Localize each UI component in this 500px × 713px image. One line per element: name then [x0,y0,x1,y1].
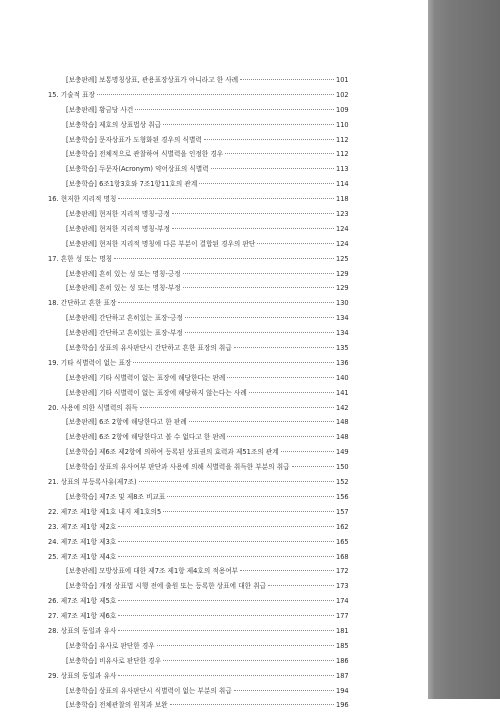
toc-entry-title: 28. 상표의 동일과 유사 [48,626,117,635]
toc-entry [48,252,348,267]
toc-page-number: 101 [336,76,349,84]
toc-dot-leader [292,466,334,467]
toc-entry-title: 25. 제7조 제1항 제4호 [48,552,117,561]
toc-entry-title: [보충판례] 현저한 지리적 명칭-부정 [66,224,170,233]
toc-page-number: 152 [336,478,349,487]
toc-entry-title: 29. 상표의 동일과 유사 [48,671,117,680]
toc-entry-title: [보충판례] 6조 2항에 해당한다고 볼 수 없다고 한 판례 [66,433,226,442]
toc-subentry [48,386,348,401]
toc-dot-leader [170,704,334,705]
toc-entry-title: [보충학습] 두문자(Acronym) 약어상표의 식별력 [66,165,209,174]
toc-dot-leader [163,124,334,125]
toc-page-number: 165 [336,537,349,546]
toc-entry-title: [보충학습] 비유사로 판단한 경우 [66,656,162,665]
toc-page-number: 112 [336,150,349,159]
toc-page-number: 168 [336,552,349,561]
toc-page-number: 125 [336,254,349,263]
toc-page-number: 124 [336,224,349,233]
toc-subentry [48,118,348,133]
toc-entry-title: [보충판례] 흔히 있는 성 또는 명칭-긍정 [66,269,181,278]
toc-page-number: 135 [336,344,349,353]
toc-subentry [48,639,348,654]
toc-page-number: 112 [336,135,349,144]
toc-entry-title: 19. 기타 식별력이 없는 표장 [48,358,132,367]
toc-dot-leader [97,94,334,95]
toc-entry-title: [보충판례] 기타 식별력이 없는 표장에 해당한다는 판례 [66,373,226,382]
toc-dot-leader [240,570,334,571]
toc-entry [48,296,348,311]
toc-entry [48,401,348,416]
toc-dot-leader [133,362,334,363]
toc-page-number: 118 [336,195,349,204]
toc-dot-leader [172,213,334,214]
toc-dot-leader [157,645,334,646]
toc-entry [48,356,348,371]
toc-entry-title: [보충학습] 제7조 및 제8조 비교표 [66,492,166,501]
toc-entry-title: [보충학습] 문자상표가 도형화된 경우의 식별력 [66,135,202,144]
toc-dot-leader [240,79,334,80]
toc-dot-leader [189,421,334,422]
toc-entry-title: [보충판례] 황금당 사건 [66,105,134,114]
toc-page-number: 177 [336,612,349,621]
toc-dot-leader [118,600,334,601]
toc-entry-title: [보충판례] 간단하고 흔히있는 표장-긍정 [66,314,183,323]
toc-subentry [48,207,348,222]
toc-page-number: 140 [336,373,349,382]
toc-subentry [48,579,348,594]
toc-dot-leader [211,168,334,169]
toc-page-number: 162 [336,522,349,531]
toc-dot-leader [185,317,334,318]
toc-dot-leader [163,660,334,661]
toc-page-number: 150 [336,463,349,472]
toc-page-number: 194 [336,686,349,695]
toc-dot-leader [268,585,334,586]
toc-entry-title: 15. 기술적 표장 [48,90,96,99]
toc-subentry [48,490,348,505]
toc-dot-leader [234,347,334,348]
toc-page-number: 129 [336,269,349,278]
toc-dot-leader [135,109,334,110]
toc-entry-title: 23. 제7조 제1항 제2호 [48,522,117,531]
toc-entry-title: [보충학습] 전체적으로 관찰하여 식별력을 인정한 경우 [66,150,224,159]
toc-entry-title: 20. 사용에 의한 식별력의 취득 [48,403,138,412]
toc-dot-leader [118,675,334,676]
toc-page-number: 157 [336,507,349,516]
toc-dot-leader [118,541,334,542]
toc-entry-title: [보충학습] 유사로 판단한 경우 [66,641,155,650]
toc-dot-leader [225,153,334,154]
toc-entry-title: [보충판례] 보통명칭상표, 관용표장상표가 아니라고 한 사례 [66,76,239,84]
toc-page-number: 186 [336,656,349,665]
toc-dot-leader [185,332,334,333]
toc-entry-title: 24. 제7조 제1항 제3호 [48,537,117,546]
toc-entry-title: [보충판례] 6조 2항에 해당한다고 한 판례 [66,418,187,427]
toc-entry [48,669,348,684]
toc-page-number: 181 [336,626,349,635]
toc-dot-leader [118,302,334,303]
toc-entry-title: [보충학습] 6조1항3호와 7조1항11호의 관계 [66,180,198,189]
toc-subentry [48,281,348,296]
toc-dot-leader [118,198,334,199]
toc-page-number: 134 [336,314,349,323]
toc-subentry [48,73,348,88]
toc-subentry [48,341,348,356]
toc-entry-title: [보충학습] 상표의 유사판단시 간단하고 흔한 표장의 취급 [66,344,232,353]
toc-page-number: 196 [336,701,349,710]
toc-entry-title: [보충학습] 개정 상표법 시행 전에 출원 또는 등록한 상표에 대한 취급 [66,582,267,591]
toc-dot-leader [118,630,334,631]
toc-dot-leader [118,526,334,527]
toc-subentry [48,133,348,148]
toc-page-number: 130 [336,299,349,308]
toc-entry [48,624,348,639]
toc-subentry [48,460,348,475]
toc-page-number: 173 [336,582,349,591]
toc-page-number: 109 [336,105,349,114]
toc-entry-title: [보충학습] 상표의 유사여부 판단과 사용에 의해 식별력을 취득한 부분의 취급 [66,463,290,472]
toc-dot-leader [118,615,334,616]
toc-entry-title: [보충판례] 간단하고 흔히있는 표장-부정 [66,329,183,338]
toc-entry-title: [보충판례] 현저한 지리적 명칭-긍정 [66,210,170,219]
toc-page-number: 156 [336,492,349,501]
toc-page-number: 134 [336,329,349,338]
toc-entry [48,475,348,490]
toc-subentry [48,222,348,237]
toc-subentry [48,237,348,252]
toc-entry-title: 27. 제7조 제1항 제6호 [48,612,117,621]
toc-page-number: 172 [336,567,349,576]
toc-entry-title: [보충학습] 제6조 제2항에 의하여 등록된 상표권의 효력과 제51조의 관계 [66,448,279,457]
toc-page-number: 129 [336,284,349,293]
toc-subentry [48,445,348,460]
page-edge-highlight [428,0,434,699]
toc-subentry [48,326,348,341]
toc-page-number: 142 [336,403,349,412]
toc-entry [48,609,348,624]
toc-page-number: 187 [336,671,349,680]
toc-dot-leader [183,287,334,288]
toc-entry [48,88,348,103]
toc-subentry [48,654,348,669]
toc-entry-title: [보충학습] 상표의 유사판단시 식별력이 없는 부분의 취급 [66,686,232,695]
toc-page-number: 123 [336,210,349,219]
toc-subentry [48,564,348,579]
toc-dot-leader [172,228,334,229]
toc-entry-title: [보충판례] 모방상표에 대한 제7조 제1항 제4호의 적용여부 [66,567,239,576]
toc-page-number: 141 [336,388,349,397]
toc-entry [48,192,348,207]
toc-subentry [48,430,348,445]
toc-entry [48,535,348,550]
toc-page-number: 148 [336,433,349,442]
toc-dot-leader [118,556,334,557]
toc-subentry [48,162,348,177]
toc-entry [48,505,348,520]
toc-entry-title: 26. 제7조 제1항 제5호 [48,597,117,606]
toc-page-number: 174 [336,597,349,606]
toc-page-number: 102 [336,90,349,99]
toc-entry [48,520,348,535]
toc-dot-leader [281,451,334,452]
toc-entry-title: [보충학습] 전체관찰의 원칙과 보완 [66,701,168,710]
toc-page-number: 114 [336,180,349,189]
toc-dot-leader [227,436,334,437]
toc-entry [48,594,348,609]
toc-subentry [48,177,348,192]
toc-entry [48,550,348,565]
toc-subentry [48,267,348,282]
toc-entry-title: [보충학습] 제호의 상표법상 취급 [66,120,162,129]
toc-page-number: 149 [336,448,349,457]
toc-entry-title: 17. 흔한 성 또는 명칭 [48,254,113,263]
toc-page-number: 136 [336,358,349,367]
toc-dot-leader [114,258,334,259]
toc-subentry [48,371,348,386]
toc-entry-title: 16. 현저한 지리적 명칭 [48,195,117,204]
toc-subentry [48,103,348,118]
toc-dot-leader [140,407,334,408]
page-edge-strip [428,0,500,699]
toc-page-number: 148 [336,418,349,427]
toc-entry-title: 22. 제7조 제1항 제1호 내지 제1호의5 [48,507,162,516]
toc-page-number: 124 [336,239,349,248]
toc-page-number: 113 [336,165,349,174]
toc-dot-leader [139,481,334,482]
toc-dot-leader [257,243,334,244]
toc-entry-title: 18. 간단하고 흔한 표장 [48,299,117,308]
toc-page-number: 110 [336,120,349,129]
toc-subentry [48,147,348,162]
toc-subentry [48,698,348,713]
toc-dot-leader [249,392,334,393]
toc-page-number: 185 [336,641,349,650]
toc-entry-title: 21. 상표의 부등록사유(제7조) [48,478,137,487]
toc-subentry [48,684,348,699]
table-of-contents [48,73,348,713]
toc-entry-title: [보충판례] 기타 식별력이 없는 표장에 해당하지 않는다는 사례 [66,388,247,397]
toc-dot-leader [234,690,334,691]
toc-dot-leader [204,139,334,140]
toc-entry-title: [보충판례] 흔히 있는 성 또는 명칭-부정 [66,284,181,293]
toc-subentry [48,415,348,430]
toc-subentry [48,311,348,326]
toc-dot-leader [227,377,334,378]
toc-entry-title: [보충판례] 현저한 지리적 명칭에 다른 부분이 결합된 경우의 판단 [66,239,256,248]
toc-dot-leader [167,496,334,497]
toc-dot-leader [163,511,334,512]
toc-dot-leader [183,273,334,274]
toc-dot-leader [199,183,334,184]
